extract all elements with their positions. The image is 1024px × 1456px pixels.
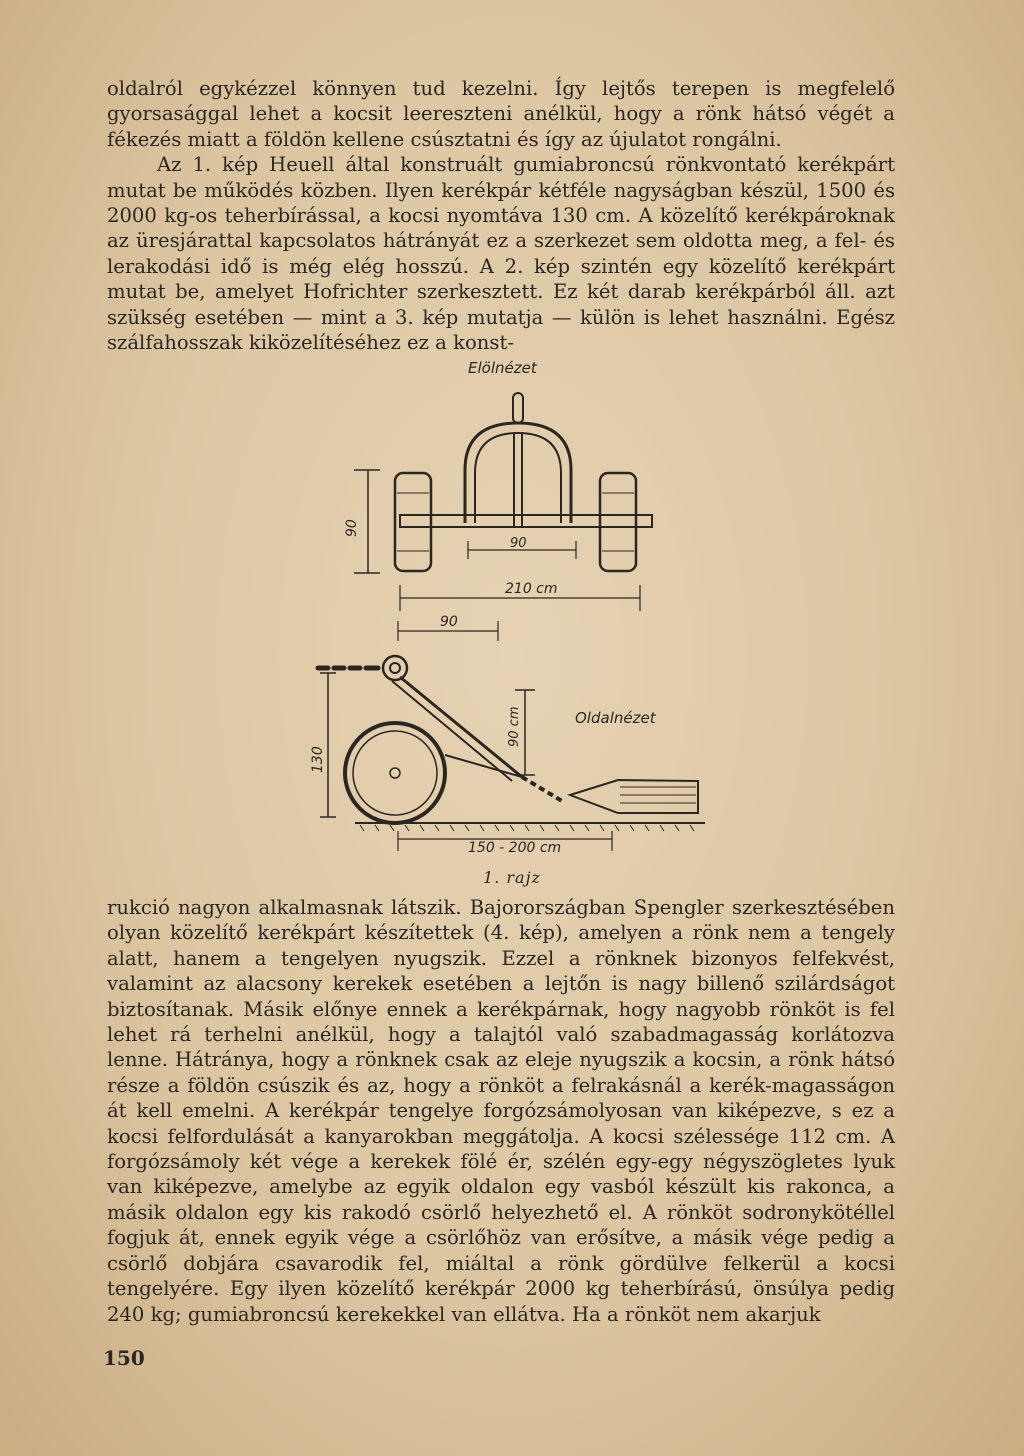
wheel-hub — [390, 768, 400, 778]
track-dimension: 210 cm — [505, 581, 558, 597]
tow-ring-inner — [390, 663, 400, 673]
front-height-dimension: 90 — [344, 519, 360, 537]
front-view-label: Elölnézet — [468, 359, 537, 377]
axle-inner-dimension: 90 — [510, 536, 527, 551]
paragraph: Az 1. kép Heuell által konstruált gumiabroncsú rönkvontató kerékpárt mutat be működés közben. Ilyen kerékpár kétféle nagyságban készül, 1500 és 2000 kg-os teherbírással, a kocsi nyomtáva 130 cm. A közelítő kerékpároknak az üresjárattal kapcsolatos hátrányát ez a szerkezet sem oldotta meg, a fel- és lerakodási idő is még elég hosszú. A 2. kép szintén egy közelítő kerékpárt mutat be, amelyet Hofrichter szerkesztett. Ez két darab kerékpárból áll. azt szükség esetében — mint a 3. kép mutatja — külön is lehet használni. Egész szálfahosszak kiközelítéséhez ez a konst- — [107, 153, 895, 355]
axle — [400, 515, 652, 527]
technical-drawing — [300, 355, 720, 890]
drawing-svg — [300, 355, 720, 890]
side-view-label: Oldalnézet — [575, 709, 656, 727]
side-top-dimension: 90 — [440, 614, 458, 630]
side-height-dimension: 130 — [310, 746, 326, 773]
log-grain — [620, 787, 696, 803]
tow-ring — [383, 656, 407, 680]
tow-eye — [513, 393, 523, 423]
right-wheel — [600, 473, 636, 571]
drawbar — [392, 681, 512, 781]
frame-arch-inner — [475, 433, 561, 523]
text-block-bottom — [107, 895, 895, 1327]
log — [570, 780, 698, 813]
log-chain — [522, 777, 562, 801]
ground-hatching — [360, 825, 694, 831]
side-length-dimension: 150 - 200 cm — [468, 840, 562, 856]
paragraph: rukció nagyon alkalmasnak látszik. Bajorországban Spengler szerkesztésében olyan közelítő kerékpárt készítettek (4. kép), amelyen a rönk nem a tengely alatt, hanem a tengelyen nyugszik. Ezzel a rönknek bizonyos felfekvést, valamint az alacsony kerekek esetében a lejtőn is nagy billenő szilárdságot biztosítanak. Másik előnye ennek a kerékpárnak, hogy nagyobb rönköt is fel lehet rá terhelni anélkül, hogy a talajtól való szabadmagasság korlátozva lenne. Hátránya, hogy a rönknek csak az eleje nyugszik a kocsin, a rönk hátsó része a földön csúszik és az, hogy a rönköt a felrakásnál a kerék-magasságon át kell emelni. A kerékpár tengelye forgózsámolyosan van kiképezve, s ez a kocsi felfordulását a kanyarokban meggátolja. A kocsi szélessége 112 cm. A forgózsámoly két vége a kerekek fölé ér, szélén egy-egy négyszögletes lyuk van kiképezve, amelybe az egyik oldalon egy vasból készült kis rakonca, a másik oldalon egy kis rakodó csörlő helyezhető el. A rönköt sodronykötéllel fogjuk át, ennek egyik vége a csörlőhöz van erősítve, a másik vége pedig a csörlő dobjára csavarodik fel, miáltal a rönk gördülve felkerül a kocsi tengelyére. Egy ilyen közelítő kerékpár 2000 kg teherbírású, önsúlya pedig 240 kg; gumiabroncsú kerekekkel van ellátva. Ha a rönköt nem akarjuk — [107, 896, 895, 1326]
figure-caption: 1. rajz — [483, 868, 541, 887]
page-number: 150 — [103, 1346, 145, 1370]
side-mid-dimension: 90 cm — [507, 706, 522, 747]
paragraph: oldalról egykézzel könnyen tud kezelni. Így lejtős terepen is megfelelő gyorsasággal lehet a kocsit leereszteni anélkül, hogy a rönk hátsó végét a fékezés miatt a földön kellene csúsztatni és így az újulatot rongálni. — [107, 77, 895, 151]
text-block-top — [107, 76, 895, 355]
side-wheel-rim — [353, 731, 437, 815]
frame-arch — [465, 423, 571, 523]
side-wheel — [345, 723, 445, 823]
